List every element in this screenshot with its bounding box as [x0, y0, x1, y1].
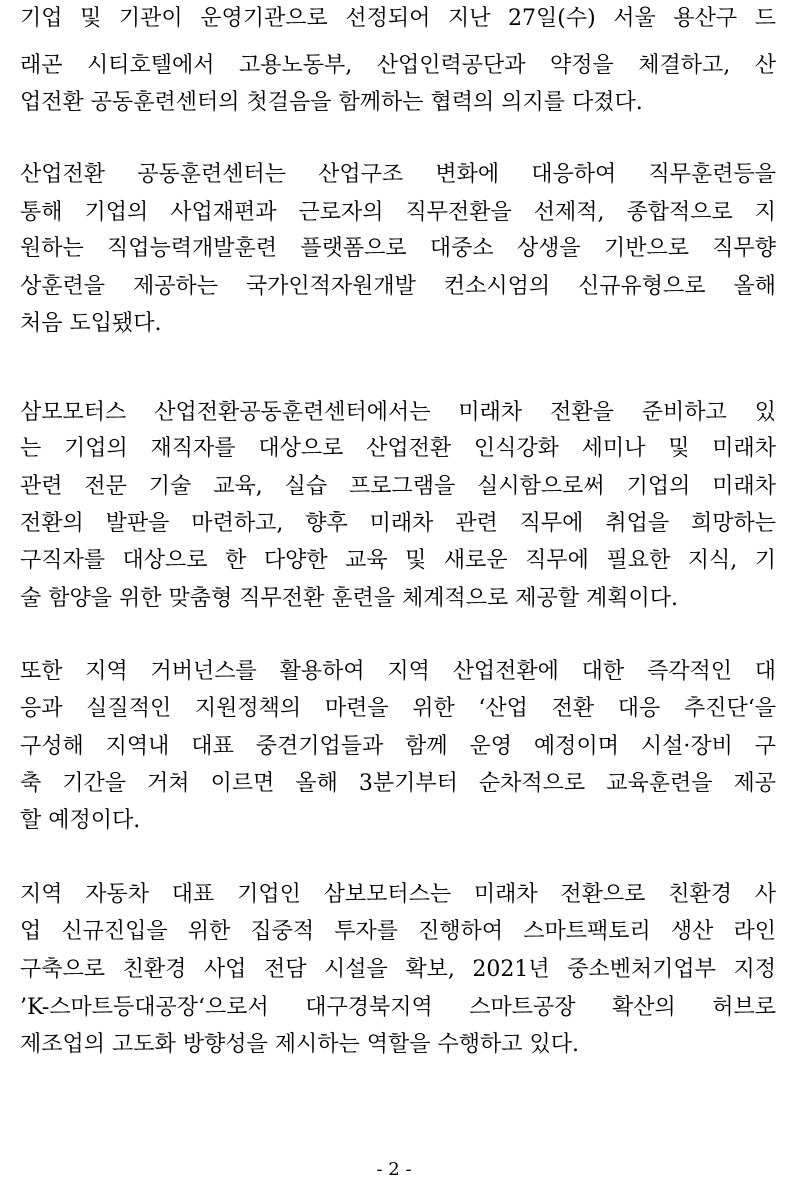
text-line: 통해 기업의 사업재편과 근로자의 직무전환을 선제적, 종합적으로 지	[20, 200, 776, 225]
text-line: 구성해 지역내 대표 중견기업들과 함께 운영 예정이며 시설·장비 구	[20, 734, 776, 759]
text-line: 삼모모터스 산업전환공동훈련센터에서는 미래차 전환을 준비하고 있	[20, 400, 776, 425]
text-line: 구직자를 대상으로 한 다양한 교육 및 새로운 직무에 필요한 지식, 기	[20, 548, 776, 573]
text-line: 술 함양을 위한 맞춤형 직무전환 훈련을 체계적으로 제공할 계획이다.	[20, 586, 678, 611]
text-line: 기업 및 기관이 운영기관으로 선정되어 지난 27일(수) 서울 용산구 드	[20, 6, 776, 31]
text-line: 업전환 공동훈련센터의 첫걸음을 함께하는 협력의 의지를 다졌다.	[20, 90, 643, 115]
text-line: 축 기간을 거쳐 이르면 올해 3분기부터 순차적으로 교육훈련을 제공	[20, 771, 776, 796]
text-line: 업 신규진입을 위한 집중적 투자를 진행하여 스마트팩토리 생산 라인	[20, 919, 776, 944]
text-line: ’K-스마트등대공장‘으로서 대구경북지역 스마트공장 확산의 허브로	[20, 995, 776, 1020]
text-line: 산업전환 공동훈련센터는 산업구조 변화에 대응하여 직무훈련등을	[20, 162, 776, 187]
text-line: 제조업의 고도화 방향성을 제시하는 역할을 수행하고 있다.	[20, 1032, 580, 1057]
text-line: 지역 자동차 대표 기업인 삼보모터스는 미래차 전환으로 친환경 사	[20, 882, 776, 907]
text-line: 는 기업의 재직자를 대상으로 산업전환 인식강화 세미나 및 미래차	[20, 436, 776, 461]
text-line: 래곤 시티호텔에서 고용노동부, 산업인력공단과 약정을 체결하고, 산	[20, 53, 776, 78]
text-line: 처음 도입됐다.	[20, 311, 162, 336]
text-line: 관련 전문 기술 교육, 실습 프로그램을 실시함으로써 기업의 미래차	[20, 474, 776, 499]
text-line: 또한 지역 거버넌스를 활용하여 지역 산업전환에 대한 즉각적인 대	[20, 659, 776, 684]
text-line: 전환의 발판을 마련하고, 향후 미래차 관련 직무에 취업을 희망하는	[20, 511, 776, 536]
text-line: 구축으로 친환경 사업 전담 시설을 확보, 2021년 중소벤처기업부 지정	[20, 957, 776, 982]
text-line: 상훈련을 제공하는 국가인적자원개발 컨소시엄의 신규유형으로 올해	[20, 274, 776, 299]
page-number: - 2 -	[376, 1159, 412, 1180]
text-line: 원하는 직업능력개발훈련 플랫폼으로 대중소 상생을 기반으로 직무향	[20, 236, 776, 261]
text-line: 할 예정이다.	[20, 808, 141, 833]
text-line: 응과 실질적인 지원정책의 마련을 위한 ‘산업 전환 대응 추진단‘을	[20, 696, 776, 721]
